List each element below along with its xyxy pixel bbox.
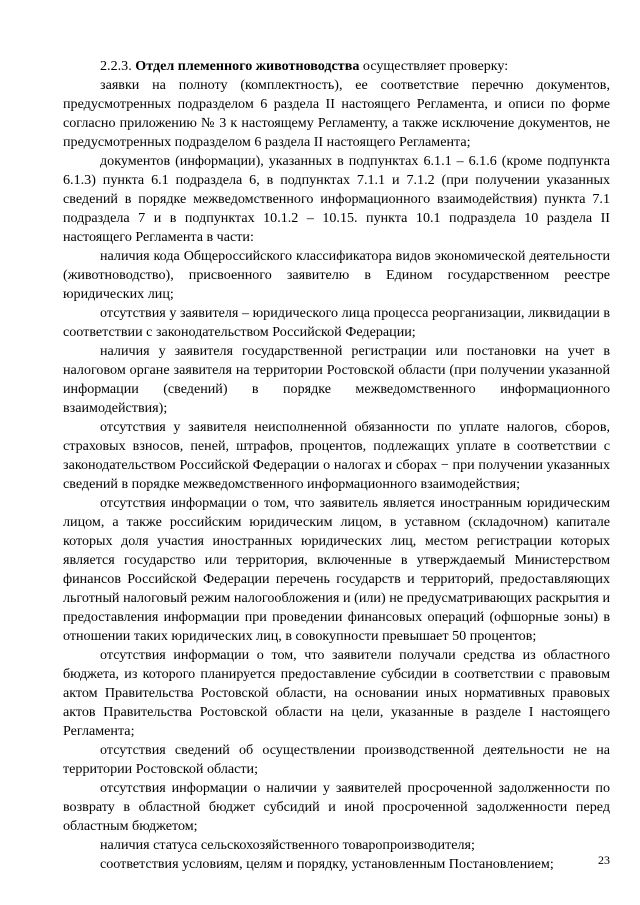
paragraph-documents-check: документов (информации), указанных в подпунктах 6.1.1 – 6.1.6 (кроме подпункта 6.1.3) пункта 6.1 подраздела 6, в подпунктах 7.1.1 и 7.1.2 (при получении указанных сведений в порядке межведомственного информационного взаимодействия) пункта 7.1 подраздела 7 и в подпунктах 10.1.2 – 10.15. пункта 10.1 подраздела 10 раздела II настоящего Регламента в части: [63, 153, 610, 245]
paragraph-application-completeness: заявки на полноту (комплектность), ее соответствие перечню документов, предусмотренных подразделом 6 раздела II настоящего Регламента, и описи по форме согласно приложению № 3 к настоящему Регламенту, а также исключение документов, не предусмотренных подразделом 6 раздела II настоящего Регламента; [63, 77, 610, 150]
paragraph-conditions-compliance: соответствия условиям, целям и порядку, установленным Постановлением; [100, 856, 554, 872]
paragraph-production-territory: отсутствия сведений об осуществлении производственной деятельности не на территории Ростовской области; [63, 742, 610, 777]
paragraph-okved-code: наличия кода Общероссийского классификатора видов экономической деятельности (животноводство), присвоенного заявителю в Едином государственном реестре юридических лиц; [63, 248, 610, 302]
section-intro: осуществляет проверку: [362, 58, 509, 74]
paragraph-tax-registration: наличия у заявителя государственной регистрации или постановки на учет в налоговом органе заявителя на территории Ростовской области (при получении указанной информации (сведений) в порядке межведомственного информационного взаимодействия); [63, 343, 610, 416]
page-number: 23 [598, 853, 610, 867]
paragraph-not-foreign-entity: отсутствия информации о том, что заявитель является иностранным юридическим лицом, а также российским юридическим лицом, в уставном (складочном) капитале которых доля участия иностранных юридических лиц, местом регистрации которых является государство или территория, включенные в утверждаемый Министерством финансов Российской Федерации перечень государств и территорий, предоставляющих льготный налоговый режим налогообложения и (или) не предусматривающих раскрытия и предоставления информации при проведении финансовых операций (офшорные зоны) в отношении таких юридических лиц, в совокупности превышает 50 процентов; [63, 495, 610, 644]
paragraph-no-reorganization: отсутствия у заявителя – юридического лица процесса реорганизации, ликвидации в соответствии с законодательством Российской Федерации; [63, 305, 610, 340]
paragraph-no-overdue-debt: отсутствия информации о наличии у заявителей просроченной задолженности по возврату в областной бюджет субсидий и иной просроченной задолженности перед областным бюджетом; [63, 780, 610, 834]
section-number: 2.2.3. [100, 58, 132, 74]
section-heading-paragraph [63, 57, 610, 76]
section-title: Отдел племенного животноводства [135, 58, 360, 74]
paragraph-producer-status: наличия статуса сельскохозяйственного товаропроизводителя; [100, 837, 475, 853]
paragraph-no-prior-funds: отсутствия информации о том, что заявители получали средства из областного бюджета, из которого планируется предоставление субсидии в соответствии с правовым актом Правительства Ростовской области, на основании иных нормативных правовых актов Правительства Ростовской области на цели, указанные в разделе I настоящего Регламента; [63, 647, 610, 739]
paragraph-no-tax-debt: отсутствия у заявителя неисполненной обязанности по уплате налогов, сборов, страховых взносов, пеней, штрафов, процентов, подлежащих уплате в соответствии с законодательством Российской Федерации о налогах и сборах − при получении указанных сведений в порядке межведомственного информационного взаимодействия; [63, 419, 610, 492]
document-body [63, 57, 610, 874]
